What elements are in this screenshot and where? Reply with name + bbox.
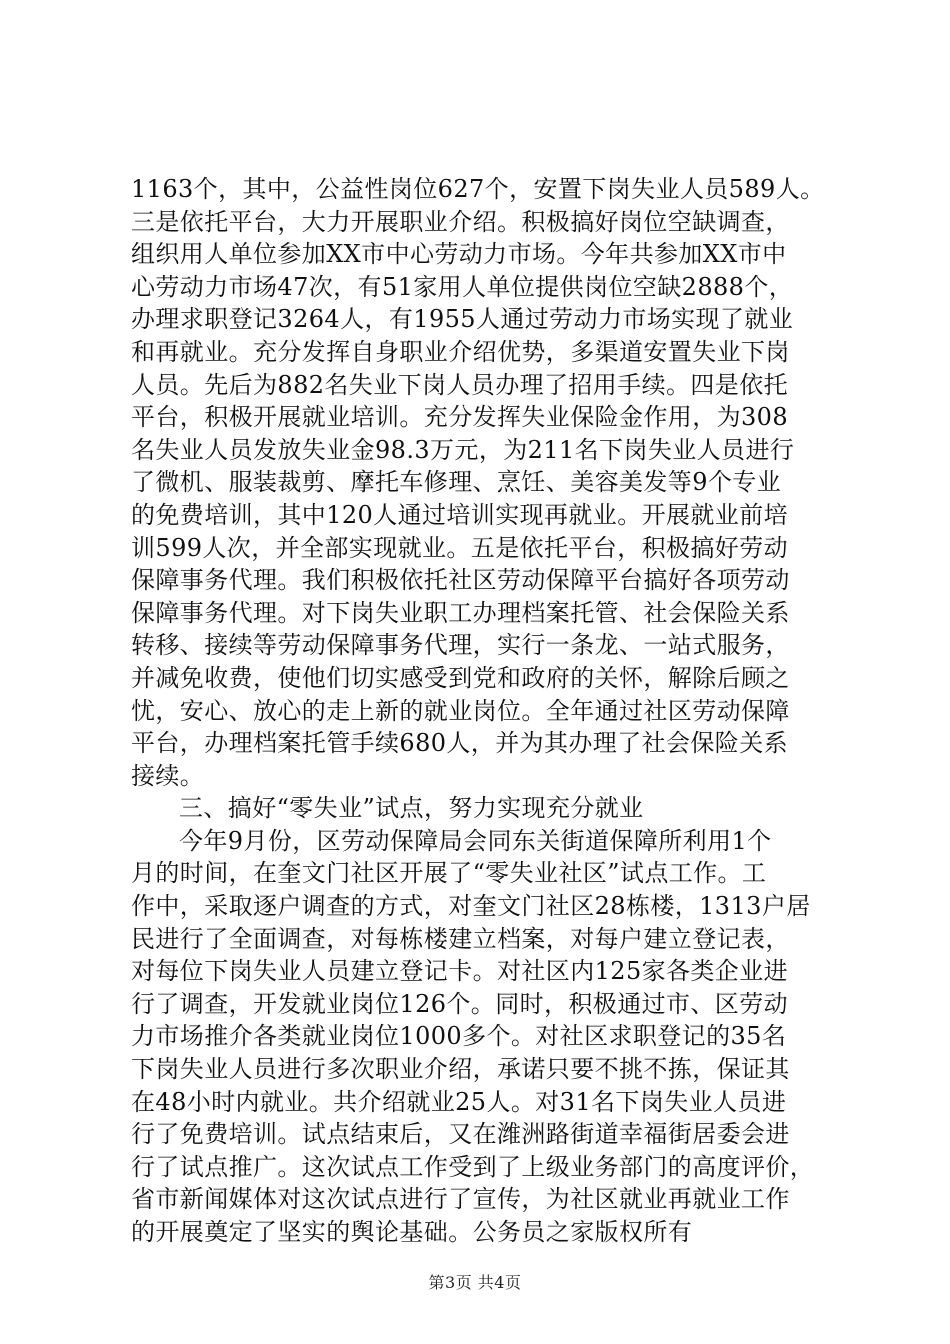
- text-line: 下岗失业人员进行多次职业介绍，承诺只要不挑不拣，保证其: [131, 1055, 790, 1084]
- document-body: [131, 173, 836, 1249]
- section-heading: 三、搞好“零失业”试点，努力实现充分就业: [179, 794, 644, 823]
- text-line: 忧，安心、放心的走上新的就业岗位。全年通过社区劳动保障: [131, 696, 790, 725]
- text-line: 省市新闻媒体对这次试点进行了宣传，为社区就业再就业工作: [131, 1185, 790, 1214]
- text-line: 作中，采取逐户调查的方式，对奎文门社区28栋楼，1313户居: [131, 892, 811, 921]
- text-line: 并减免收费，使他们切实感受到党和政府的关怀，解除后顾之: [131, 663, 790, 692]
- text-line: 平台，积极开展就业培训。充分发挥失业保险金作用，为308: [131, 403, 789, 432]
- text-line: 1163个，其中，公益性岗位627个，安置下岗失业人员589人。: [131, 175, 825, 203]
- text-line: 转移、接续等劳动保障事务代理，实行一条龙、一站式服务，: [131, 631, 790, 660]
- text-line: 今年9月份，区劳动保障局会同东关街道保障所利用1个: [179, 826, 772, 855]
- text-line: 在48小时内就业。共介绍就业25人。对31名下岗失业人员进: [131, 1087, 787, 1116]
- text-line: 保障事务代理。我们积极依托社区劳动保障平台搞好各项劳动: [131, 566, 790, 595]
- text-line: 月的时间，在奎文门社区开展了“零失业社区”试点工作。工: [131, 859, 767, 888]
- text-line: 训599人次，并全部实现就业。五是依托平台，积极搞好劳动: [131, 533, 789, 562]
- text-line: 人员。先后为882名失业下岗人员办理了招用手续。四是依托: [131, 370, 789, 399]
- text-line: 民进行了全面调查，对每栋楼建立档案，对每户建立登记表，: [131, 924, 790, 953]
- text-line: 行了免费培训。试点结束后，又在潍洲路街道幸福街居委会进: [131, 1120, 790, 1149]
- text-line: 了微机、服装裁剪、摩托车修理、烹饪、美容美发等9个专业: [131, 468, 782, 497]
- text-line: 心劳动力市场47次，有51家用人单位提供岗位空缺2888个，: [131, 272, 794, 301]
- text-line: 行了调查，开发就业岗位126个。同时，积极通过市、区劳动: [131, 989, 789, 1018]
- text-line: 三是依托平台，大力开展职业介绍。积极搞好岗位空缺调查，: [131, 207, 790, 236]
- text-line: 对每位下岗失业人员建立登记卡。对社区内125家各类企业进: [131, 957, 789, 986]
- text-line: 组织用人单位参加XX市中心劳动力市场。今年共参加XX市中: [131, 240, 787, 269]
- text-line: 平台，办理档案托管手续680人，并为其办理了社会保险关系: [131, 729, 789, 758]
- text-line: 行了试点推广。这次试点工作受到了上级业务部门的高度评价，: [131, 1152, 815, 1181]
- text-line: 和再就业。充分发挥自身职业介绍优势，多渠道安置失业下岗: [131, 337, 790, 366]
- text-line: 保障事务代理。对下岗失业职工办理档案托管、社会保险关系: [131, 598, 790, 627]
- text-line: 的免费培训，其中120人通过培训实现再就业。开展就业前培: [131, 500, 789, 529]
- text-line: 名失业人员发放失业金98.3万元，为211名下岗失业人员进行: [131, 435, 795, 464]
- page-footer: 第3页 共4页: [428, 1273, 522, 1292]
- text-line: 的开展奠定了坚实的舆论基础。公务员之家版权所有: [131, 1218, 693, 1246]
- text-line: 办理求职登记3264人，有1955人通过劳动力市场实现了就业: [131, 305, 794, 334]
- text-line: 力市场推介各类就业岗位1000多个。对社区求职登记的35名: [131, 1022, 787, 1051]
- text-line: 接续。: [131, 761, 205, 790]
